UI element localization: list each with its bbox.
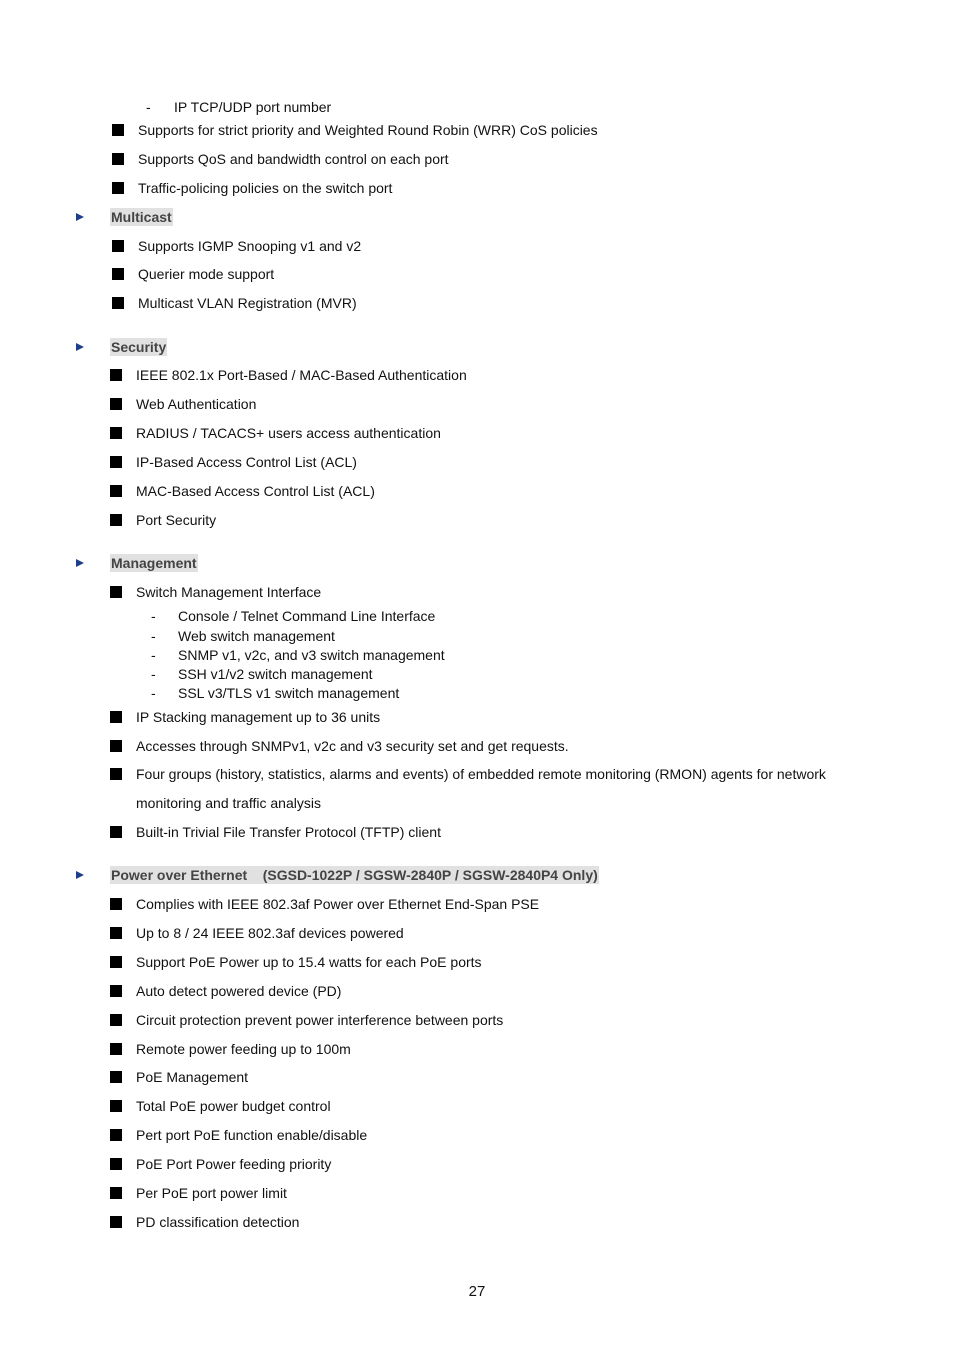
bullet-square-icon bbox=[110, 427, 122, 439]
bullet-square-icon bbox=[112, 124, 124, 136]
list-item: Per PoE port power limit bbox=[136, 1185, 287, 1201]
sub-list-item: Console / Telnet Command Line Interface bbox=[178, 608, 436, 624]
section-arrow-icon bbox=[76, 213, 84, 221]
list-item: Complies with IEEE 802.3af Power over Ethernet End-Span PSE bbox=[136, 896, 540, 912]
list-item: PoE Port Power feeding priority bbox=[136, 1156, 332, 1172]
bullet-square-icon bbox=[112, 268, 124, 280]
section-arrow-icon bbox=[76, 871, 84, 879]
bullet-square-icon bbox=[110, 768, 122, 780]
list-item: RADIUS / TACACS+ users access authentication bbox=[136, 425, 441, 441]
list-item: Circuit protection prevent power interference between ports bbox=[136, 1012, 504, 1028]
list-item: Switch Management Interface bbox=[136, 584, 322, 600]
list-item: Multicast VLAN Registration (MVR) bbox=[138, 295, 357, 311]
list-item: Supports QoS and bandwidth control on each port bbox=[138, 151, 449, 167]
section-heading-multicast: Multicast bbox=[111, 209, 172, 225]
list-item: Web Authentication bbox=[136, 396, 257, 412]
section-arrow-icon bbox=[76, 343, 84, 351]
bullet-square-icon bbox=[110, 1129, 122, 1141]
bullet-square-icon bbox=[110, 826, 122, 838]
bullet-square-icon bbox=[112, 182, 124, 194]
sub-list-dash: - bbox=[151, 628, 156, 644]
bullet-square-icon bbox=[110, 586, 122, 598]
bullet-square-icon bbox=[110, 1100, 122, 1112]
sub-list-item: Web switch management bbox=[178, 628, 335, 644]
list-item: Four groups (history, statistics, alarms and events) of embedded remote monitoring (RMON) agents for network bbox=[136, 766, 826, 782]
bullet-square-icon bbox=[112, 153, 124, 165]
section-heading-poe: Power over Ethernet (SGSD-1022P / SGSW-2840P / SGSW-2840P4 Only) bbox=[111, 867, 598, 883]
list-item: Accesses through SNMPv1, v2c and v3 security set and get requests. bbox=[136, 738, 569, 754]
section-heading-management: Management bbox=[111, 555, 197, 571]
sub-list-dash: - bbox=[151, 608, 156, 624]
list-item: MAC-Based Access Control List (ACL) bbox=[136, 483, 375, 499]
bullet-square-icon bbox=[110, 1187, 122, 1199]
bullet-square-icon bbox=[110, 485, 122, 497]
list-item: Auto detect powered device (PD) bbox=[136, 983, 342, 999]
bullet-square-icon bbox=[110, 1043, 122, 1055]
list-item: Built-in Trivial File Transfer Protocol (TFTP) client bbox=[136, 824, 441, 840]
bullet-square-icon bbox=[110, 927, 122, 939]
list-item: IP-Based Access Control List (ACL) bbox=[136, 454, 357, 470]
list-item: Supports IGMP Snooping v1 and v2 bbox=[138, 238, 362, 254]
bullet-square-icon bbox=[110, 1216, 122, 1228]
bullet-square-icon bbox=[110, 1071, 122, 1083]
list-item: Up to 8 / 24 IEEE 802.3af devices powered bbox=[136, 925, 404, 941]
sub-list-dash: - bbox=[151, 666, 156, 682]
list-item-continuation: monitoring and traffic analysis bbox=[136, 795, 321, 811]
sub-list-item: SSL v3/TLS v1 switch management bbox=[178, 685, 400, 701]
list-item: PoE Management bbox=[136, 1069, 249, 1085]
list-item: IEEE 802.1x Port-Based / MAC-Based Authentication bbox=[136, 367, 467, 383]
sub-list-item: IP TCP/UDP port number bbox=[174, 99, 332, 115]
bullet-square-icon bbox=[110, 456, 122, 468]
list-item: Port Security bbox=[136, 512, 217, 528]
bullet-square-icon bbox=[110, 898, 122, 910]
section-heading-security: Security bbox=[111, 339, 167, 355]
bullet-square-icon bbox=[110, 1014, 122, 1026]
bullet-square-icon bbox=[110, 740, 122, 752]
bullet-square-icon bbox=[110, 369, 122, 381]
list-item: Support PoE Power up to 15.4 watts for each PoE ports bbox=[136, 954, 482, 970]
list-item: Querier mode support bbox=[138, 266, 275, 282]
bullet-square-icon bbox=[110, 956, 122, 968]
sub-list-dash: - bbox=[151, 647, 156, 663]
bullet-square-icon bbox=[110, 711, 122, 723]
list-item: Remote power feeding up to 100m bbox=[136, 1041, 351, 1057]
list-item: Traffic-policing policies on the switch port bbox=[138, 180, 393, 196]
bullet-square-icon bbox=[110, 1158, 122, 1170]
sub-list-dash: - bbox=[146, 99, 151, 115]
list-item: Pert port PoE function enable/disable bbox=[136, 1127, 368, 1143]
sub-list-item: SSH v1/v2 switch management bbox=[178, 666, 373, 682]
bullet-square-icon bbox=[110, 398, 122, 410]
section-arrow-icon bbox=[76, 559, 84, 567]
list-item: Total PoE power budget control bbox=[136, 1098, 331, 1114]
sub-list-dash: - bbox=[151, 685, 156, 701]
bullet-square-icon bbox=[112, 297, 124, 309]
bullet-square-icon bbox=[112, 240, 124, 252]
bullet-square-icon bbox=[110, 985, 122, 997]
sub-list-item: SNMP v1, v2c, and v3 switch management bbox=[178, 647, 445, 663]
list-item: Supports for strict priority and Weighted Round Robin (WRR) CoS policies bbox=[138, 122, 598, 138]
bullet-square-icon bbox=[110, 514, 122, 526]
list-item: IP Stacking management up to 36 units bbox=[136, 709, 381, 725]
list-item: PD classification detection bbox=[136, 1214, 300, 1230]
page-number: 27 bbox=[468, 1283, 486, 1300]
